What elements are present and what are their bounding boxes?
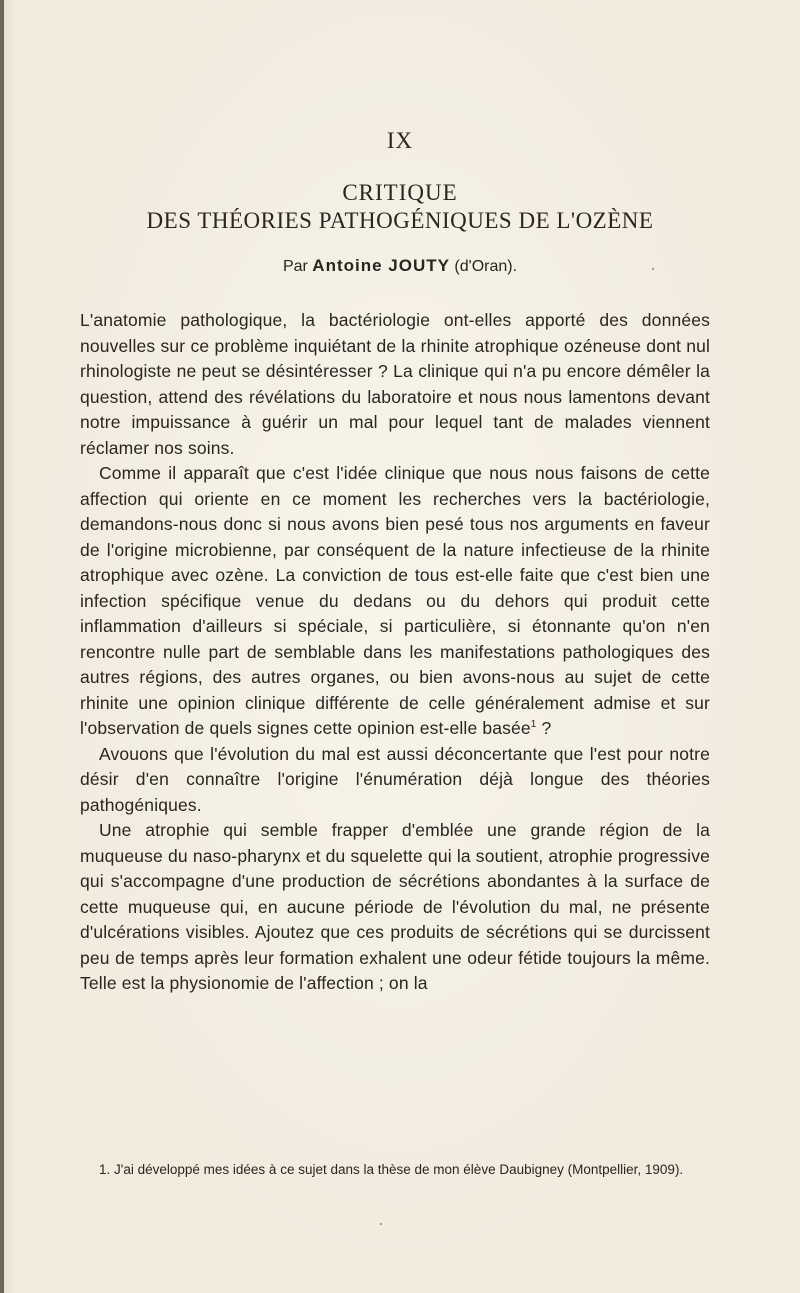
article-body [80,308,710,997]
chapter-number: IX [386,128,414,153]
paragraph-1: L'anatomie pathologique, la bactériologie ont-elles apporté des données nouvelles sur ce problème inquiétant de la rhinite atrophique ozéneuse dont nul rhinologiste ne peut se désintéresser ? La clinique qui n'a pu encore démêler la question, attend des révélations du laboratoire et nous nous lamentons devant notre impuissance à guérir un mal pour lequel tant de malades viennent réclamer nos soins. [80,310,710,458]
title-line-2: DES THÉORIES PATHOGÉNIQUES DE L'OZÈNE [146,208,654,233]
paragraph-3: Avouons que l'évolution du mal est aussi déconcertante que l'est pour notre désir d'en connaître l'origine l'énumération déjà longue des théories pathogéniques. [80,743,710,815]
author-name: Antoine JOUTY [312,256,450,275]
byline-prefix: Par [282,258,308,275]
paragraph-2-text: Comme il apparaît que c'est l'idée clinique que nous nous faisons de cette affection qui oriente en ce moment les recherches vers la bactériologie, demandons-nous donc si nous avons bien pesé tous nos arguments en faveur de l'origine microbienne, par conséquent de la nature infectieuse de la rhinite atrophique avec ozène. La conviction de tous est-elle faite que c'est bien une infection spécifique venue du dedans ou du dehors qui produit cette inflammation d'ailleurs si spéciale, si particulière, si étonnante qu'on n'en rencontre nulle part de semblable dans les manifestations pathologiques des autres régions, des autres organes, ou bien avons-nous au sujet de cette rhinite une opinion clinique différente de celle généralement admise et sur l'observation de quels signes cette opinion est-elle basée [80,463,710,738]
footnote: 1. J'ai développé mes idées à ce sujet dans la thèse de mon élève Daubigney (Montpellier, 1909). [99,1162,684,1177]
byline [0,256,800,276]
paper-speck [380,1223,382,1225]
title-line-1: CRITIQUE [342,180,458,205]
footnote-reference[interactable]: 1 [530,719,537,731]
author-affiliation: (d'Oran). [454,258,518,275]
paragraph-4: Une atrophie qui semble frapper d'emblée une grande région de la muqueuse du naso-pharynx et du squelette qui la soutient, atrophie progressive qui s'accompagne d'une production de sécrétions abondantes à la surface de cette muqueuse qui, en aucune période de l'évolution du mal, ne présente d'ulcérations visibles. Ajoutez que ces produits de sécrétions qui se durcissent peu de temps après leur formation exhalent une odeur fétide toujours la même. Telle est la physionomie de l'affection ; on la [80,820,710,993]
paper-speck [652,268,654,270]
paragraph-2 [80,461,710,742]
paragraph-2-end: ? [536,718,552,738]
